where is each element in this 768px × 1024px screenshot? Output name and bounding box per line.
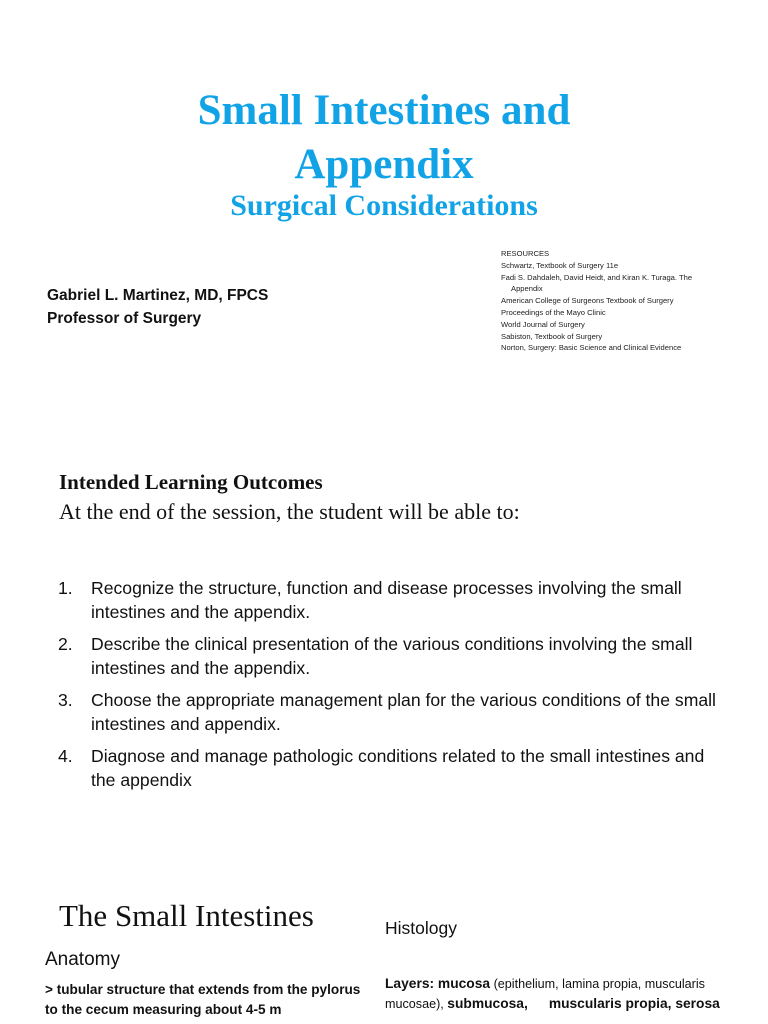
- outcome-item: [58, 744, 728, 792]
- presentation-title: [0, 84, 768, 192]
- outcome-text: Choose the appropriate management plan for the various conditions of the small intestines and appendix.: [91, 690, 716, 734]
- outcome-item: [58, 688, 728, 736]
- outcome-number: 3.: [58, 690, 73, 710]
- outcome-item: [58, 632, 728, 680]
- resource-item: Proceedings of the Mayo Clinic: [501, 307, 606, 317]
- resources-heading: RESOURCES: [501, 249, 550, 258]
- outcome-number: 1.: [58, 578, 73, 598]
- anatomy-label: Anatomy: [45, 949, 120, 970]
- author-block: [47, 284, 268, 330]
- anatomy-text: > tubular structure that extends from the pylorus to the cecum measuring about 4-5 m: [45, 982, 361, 1017]
- author-name: Gabriel L. Martinez, MD, FPCS: [47, 287, 269, 304]
- muscularis-term: muscularis propia, serosa: [548, 996, 720, 1011]
- outcome-text: Diagnose and manage pathologic conditions related to the small intestines and the appendix: [91, 746, 705, 790]
- author-role: Professor of Surgery: [47, 310, 202, 327]
- mucosa-detail: (epithelium, lamina propia, muscularis mucosae),: [385, 977, 705, 1011]
- resource-item: Norton, Surgery: Basic Science and Clinical Evidence: [501, 343, 682, 353]
- outcomes-intro: At the end of the session, the student will be able to:: [59, 499, 520, 524]
- resources-list: [501, 248, 741, 354]
- resource-item: American College of Surgeons Textbook of Surgery: [501, 296, 674, 306]
- small-intestines-slide: [0, 872, 768, 1024]
- title-slide: [0, 0, 768, 432]
- outcome-text: Recognize the structure, function and disease processes involving the small intestines and the appendix.: [91, 578, 682, 622]
- presentation-subtitle: Surgical Considerations: [230, 189, 538, 222]
- title-line-1: Small Intestines and: [197, 87, 571, 134]
- outcomes-list: [58, 576, 728, 800]
- histology-text: [385, 974, 725, 1014]
- outcomes-heading: Intended Learning Outcomes: [59, 470, 323, 494]
- layers-label: Layers:: [385, 976, 438, 991]
- outcome-text: Describe the clinical presentation of the various conditions involving the small intestines and the appendix.: [91, 634, 693, 678]
- submucosa-term: submucosa,: [447, 996, 528, 1011]
- resource-item: World Journal of Surgery: [501, 319, 585, 329]
- slide-title: The Small Intestines: [59, 898, 314, 933]
- mucosa-term: mucosa: [437, 976, 491, 991]
- outcome-number: 2.: [58, 634, 73, 654]
- resource-item: Sabiston, Textbook of Surgery: [501, 331, 603, 341]
- outcome-number: 4.: [58, 746, 73, 766]
- histology-label: Histology: [385, 918, 457, 938]
- learning-outcomes-slide: [0, 440, 768, 840]
- term-gap: [528, 997, 549, 1011]
- outcome-item: [58, 576, 728, 624]
- resource-item: Schwartz, Textbook of Surgery 11e: [501, 260, 619, 270]
- title-line-2: Appendix: [294, 141, 474, 188]
- resource-item: Fadi S. Dahdaleh, David Heidt, and Kiran K. Turaga. The: [501, 272, 693, 282]
- resource-item: Appendix: [511, 284, 543, 294]
